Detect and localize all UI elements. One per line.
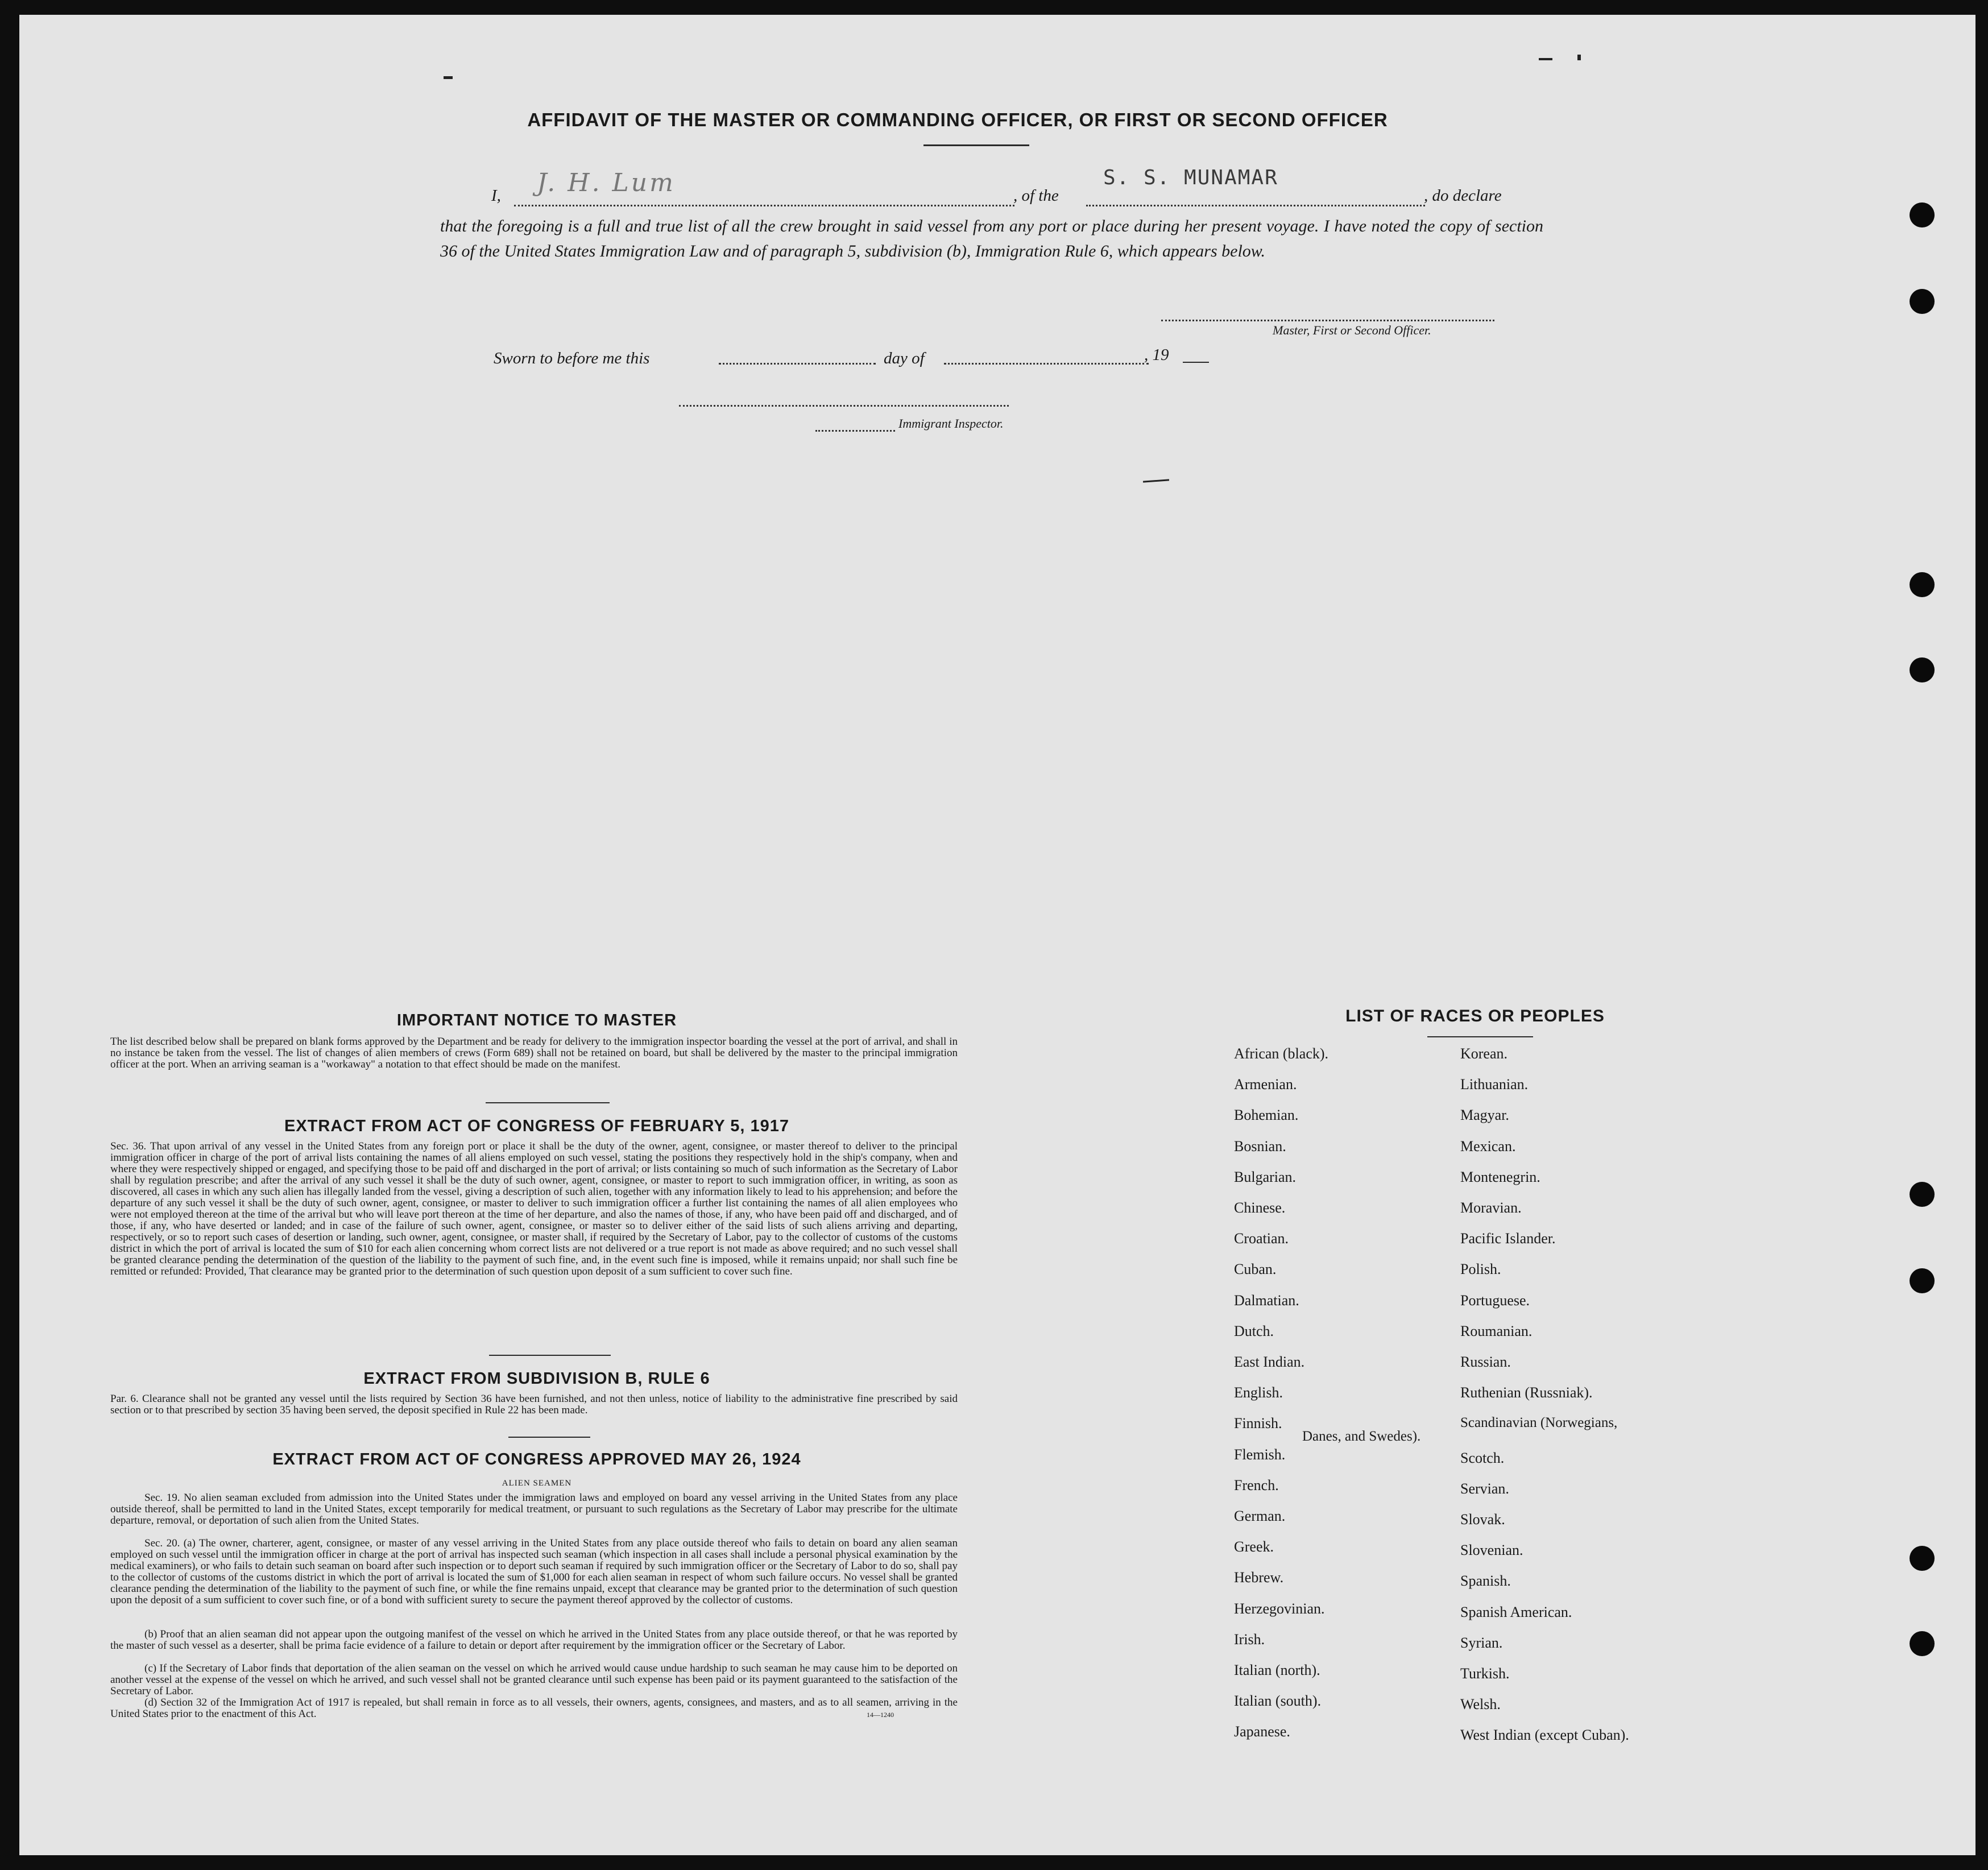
declaration-text: that the foregoing is a full and true list of all the crew brought in said vessel from any port or place during her present voyage. I have noted the copy of section 36 of the United States Immigration Law and of paragraph 5, subdivision (b), Immigration Rule 6, which appears below. [440,217,1543,260]
race-item: Pacific Islander. [1460,1230,1556,1247]
title-divider [923,144,1029,146]
race-item: Moravian. [1460,1199,1522,1216]
race-item: Scotch. [1460,1450,1505,1466]
document-page [19,15,1975,1855]
scan-mark [1577,55,1581,60]
race-item: Spanish American. [1460,1604,1572,1620]
master-signature: J. H. Lum [537,168,676,197]
affidavit-title: AFFIDAVIT OF THE MASTER OR COMMANDING OFFICER, OR FIRST OR SECOND OFFICER [527,109,1388,130]
form-number: 14—1240 [867,1711,894,1719]
inspector-short-line [815,430,895,432]
inspector-caption: Immigrant Inspector. [898,416,1004,431]
affidavit-i-label: I, [491,187,501,205]
punch-hole [1910,1182,1935,1207]
notice-divider [486,1102,610,1103]
master-signature-line [1161,320,1494,321]
race-item: Flemish. [1234,1446,1286,1463]
extract-1917-divider [489,1355,611,1356]
race-item: Chinese. [1234,1199,1286,1216]
race-item: German. [1234,1508,1286,1524]
year-line [1183,362,1209,363]
race-item: Danes, and Swedes). [1302,1429,1421,1444]
race-item: Slovak. [1460,1511,1505,1528]
master-caption: Master, First or Second Officer. [1273,323,1431,337]
race-item: Ruthenian (Russniak). [1460,1384,1593,1401]
race-item: Dutch. [1234,1323,1274,1339]
extract-1917-text: Sec. 36. That upon arrival of any vessel in the United States from any foreign port or place it shall be the duty of the owner, agent, consignee, or master thereof to deliver to the principal immigration officer in charge of the port of arrival lists containing the names of all aliens employed on such vessel, stating the positions they respectively hold in the ship's company, when and where they were respectively shipped or engaged, and specifying those to be paid off and discharged in the port of arrival; or lists containing so much of such information as the Secretary of Labor shall by regulation prescribe; and after the arrival of any such vessel it shall be the duty of such owner, agent, consignee, or master to report to such immigration officer, in writing, as soon as discovered, all cases in which any such alien has illegally landed from the vessel, giving a description of such alien, together with any information likely to lead to his apprehension; and before the departure of any such vessel it shall be the duty of such owner, agent, consignee, or master to deliver to such immigration officer a further list containing the names of all alien employees who were not employed thereon at the time of the arrival but who will leave port thereon at the time of her departure, and also the names of those, if any, who have been paid off and discharged, and of those, if any, who have deserted or landed; and in case of the failure of such owner, agent, consignee, or master so to deliver either of the said lists of such aliens arriving and departing, respectively, or so to report such cases of desertion or landing, such owner, agent, consignee, or master shall, if required by the Secretary of Labor, pay to the collector of customs of the customs district in which the port of arrival is located the sum of $10 for each alien concerning whom correct lists are not delivered or a true report is not made as above required; and no such vessel shall be granted clearance pending the determination of the question of the liability to the payment of such fine, and, in the event such fine is imposed, while it remains unpaid; nor shall such fine be remitted or refunded: Provided, That clearance may be granted prior to the determination of such question upon deposit of a sum sufficient to cover such fine. [110,1140,958,1277]
extract-1924-sec20b: (b) Proof that an alien seaman did not appear upon the outgoing manifest of the vessel on which he arrived in the United States from any place outside thereof, or that he was reported by the master of such vessel as a deserter, shall be prima facie evidence of a failure to detain or deport after requirement by the immigration officer or the Secretary of Labor. [110,1628,958,1652]
race-item: Roumanian. [1460,1323,1533,1339]
race-item: Russian. [1460,1354,1511,1370]
race-item: Lithuanian. [1460,1076,1529,1093]
race-item: Turkish. [1460,1665,1510,1682]
extract-1924-sec20c: (c) If the Secretary of Labor finds that deportation of the alien seaman on the vessel on which he arrived would cause undue hardship to such seaman he may cause him to be deported on another vessel at the expense of the vessel on which he arrived, and such vessel shall not be granted clearance until such expense has been paid or its payment guaranteed to the satisfaction of the Secretary of Labor. [110,1662,958,1697]
race-item: Italian (south). [1234,1693,1322,1709]
extract-rule6-title: EXTRACT FROM SUBDIVISION B, RULE 6 [363,1370,710,1388]
race-item: Mexican. [1460,1138,1516,1155]
extract-rule6-divider [508,1437,590,1438]
race-item: East Indian. [1234,1354,1305,1370]
vessel-name-stamp: S. S. MUNAMAR [1103,166,1278,189]
race-item: Servian. [1460,1480,1509,1497]
extract-1924-sec20a: Sec. 20. (a) The owner, charterer, agent, consignee, or master of any vessel arriving in the United States from any place outside thereof who fails to detain on board any alien seaman employed on such vessel until the immigration officer in charge at the port of arrival has inspected such seaman (which inspection in all cases shall include a personal physical examination by the medical examiners), or who fails to detain such seaman on board after such inspection or to deport such seaman if required by such immigration officer or the Secretary of Labor to do so, shall pay to the collector of customs of the customs district in which the port of arrival is located the sum of $1,000 for each alien seaman in respect of whom such failure occurs. No vessel shall be granted clearance pending the determination of the liability to the payment of such fine, or while the fine remains unpaid, except that clearance may be granted prior to the determination of such question upon the deposit of a sum sufficient to cover such fine, or of a bond with sufficient surety to secure the payment thereof approved by the collector of customs. [110,1537,958,1606]
race-item: Hebrew. [1234,1569,1284,1586]
punch-hole [1910,202,1935,227]
scan-mark [444,76,453,79]
race-item: Korean. [1460,1045,1508,1062]
race-item: Magyar. [1460,1107,1509,1123]
race-item: Portuguese. [1460,1292,1530,1309]
race-item: Montenegrin. [1460,1169,1540,1185]
extract-1917-title: EXTRACT FROM ACT OF CONGRESS OF FEBRUARY 5, 1917 [284,1117,790,1135]
race-item: Finnish. [1234,1415,1282,1432]
punch-hole [1910,289,1935,314]
sworn-label: Sworn to before me this [494,349,650,367]
punch-hole [1910,1631,1935,1656]
race-item: Polish. [1460,1261,1501,1277]
notice-title: IMPORTANT NOTICE TO MASTER [396,1011,677,1029]
race-item: Irish. [1234,1631,1265,1648]
races-title: LIST OF RACES OR PEOPLES [1345,1007,1605,1025]
race-item: Spanish. [1460,1573,1511,1589]
race-item: African (black). [1234,1045,1329,1062]
scan-mark [1539,58,1552,60]
day-of-label: day of [884,349,925,367]
sworn-month-line [944,363,1149,365]
scan-mark [1143,479,1169,482]
race-item: Bosnian. [1234,1138,1286,1155]
year-label: , 19 [1144,346,1169,364]
extract-1924-title: EXTRACT FROM ACT OF CONGRESS APPROVED MAY 26, 1924 [272,1450,801,1468]
race-item: Bohemian. [1234,1107,1299,1123]
vessel-name-line [1086,205,1425,206]
race-item: West Indian (except Cuban). [1460,1727,1629,1743]
extract-1924-sec20d: (d) Section 32 of the Immigration Act of 1917 is repealed, but shall remain in force as to all vessels, their owners, agents, consignees, and masters, and as to all seamen, arriving in the United States prior to the enactment of this Act. [110,1697,958,1720]
race-item: Slovenian. [1460,1542,1523,1558]
signature-line [514,205,1014,206]
race-item: Italian (north). [1234,1662,1320,1678]
race-item: Herzegovinian. [1234,1600,1325,1617]
punch-hole [1910,572,1935,597]
race-item: English. [1234,1384,1283,1401]
inspector-signature-line [679,405,1009,407]
race-item: French. [1234,1477,1279,1493]
sworn-day-line [719,363,876,365]
extract-1924-sec19: Sec. 19. No alien seaman excluded from admission into the United States under the immigration laws and employed on board any vessel arriving in the United States from any place outside thereof, shall be permitted to land in the United States, except temporarily for medical treatment, or pursuant to such regulations as the Secretary of Labor may prescribe for the ultimate departure, removal, or deportation of such alien from the United States. [110,1492,958,1526]
races-divider [1427,1036,1533,1037]
race-item: Syrian. [1460,1635,1503,1651]
affidavit-of-the-label: , of the [1013,187,1059,205]
race-item: Welsh. [1460,1696,1501,1712]
race-item: Greek. [1234,1538,1274,1555]
race-item: Dalmatian. [1234,1292,1299,1309]
punch-hole [1910,1268,1935,1293]
punch-hole [1910,1546,1935,1571]
affidavit-do-declare-label: , do declare [1424,187,1502,205]
punch-hole [1910,657,1935,682]
race-item: Japanese. [1234,1723,1290,1740]
race-item: Cuban. [1234,1261,1277,1277]
race-item: Bulgarian. [1234,1169,1297,1185]
extract-1924-subtitle: ALIEN SEAMEN [502,1479,572,1488]
race-item: Armenian. [1234,1076,1297,1093]
race-item: Scandinavian (Norwegians, [1460,1415,1618,1430]
race-item: Croatian. [1234,1230,1289,1247]
notice-text: The list described below shall be prepared on blank forms approved by the Department and be ready for delivery to the immigration inspector boarding the vessel at the port of arrival, and shall in no instance be taken from the vessel. The list of changes of alien members of crews (Form 689) shall not be retained on board, but shall be delivered by the master to the principal immigration officer at the port. When an arriving seaman is a "workaway" a notation to that effect should be made on the manifest. [110,1036,958,1070]
extract-rule6-text: Par. 6. Clearance shall not be granted any vessel until the lists required by Section 36 have been furnished, and not then unless, notice of liability to the administrative fine prescribed by said section or to that prescribed by section 35 having been served, the deposit specified in Rule 22 has been made. [110,1393,958,1416]
